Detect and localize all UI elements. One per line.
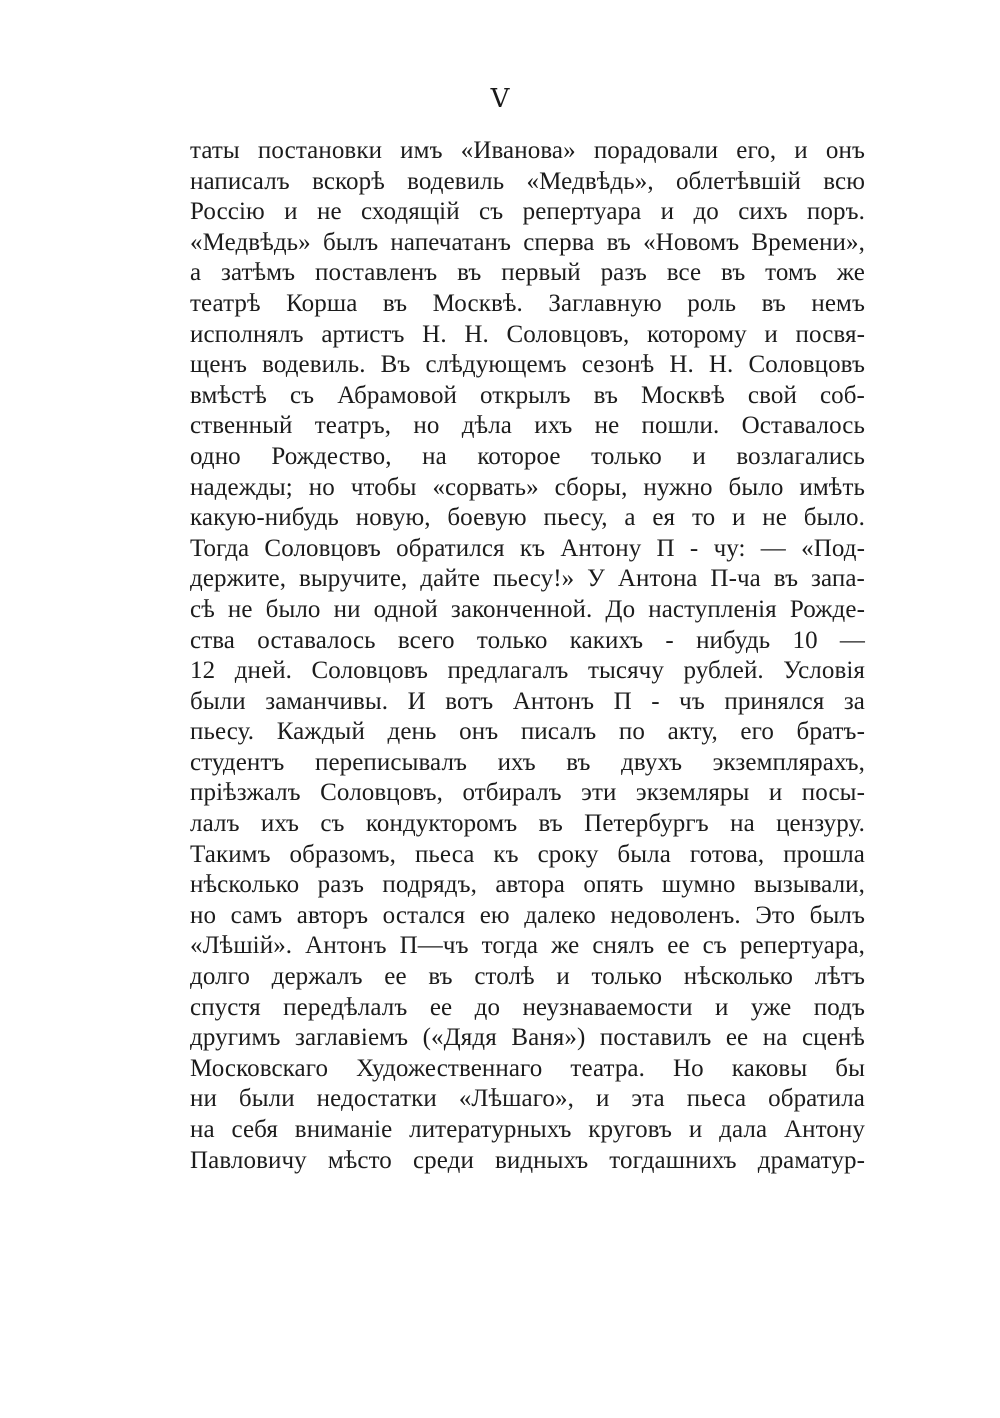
text-line: одно Рождество, на которое только и возлагались [190,442,865,470]
text-line: держите, выручите, дайте пьесу!» У Антона П-ча въ запа- [190,565,865,593]
text-line: на себя вниманіе литературныхъ круговъ и дала Антону [190,1116,865,1143]
text-line: лалъ ихъ съ кондукторомъ въ Петербургъ на цензуру. [190,810,865,838]
text-line: Павловичу мѣсто среди видныхъ тогдашнихъ драматур- [190,1146,865,1174]
text-line: а затѣмъ поставленъ въ первый разъ все въ томъ же [190,259,865,287]
text-line: Такимъ образомъ, пьеса къ сроку была готова, прошла [190,840,865,868]
page-number: V [490,84,510,114]
text-line: таты постановки имъ «Иванова» порадовали его, и онъ [190,137,865,164]
text-line: написалъ вскорѣ водевиль «Медвѣдь», облетѣвшій всю [190,167,865,195]
text-line: спустя передѣлалъ ее до неузнаваемости и уже подъ [190,993,865,1021]
text-line: другимъ заглавіемъ («Дядя Ваня») поставилъ ее на сценѣ [190,1024,865,1052]
text-line: ни были недостатки «Лѣшаго», и эта пьеса обратила [190,1085,865,1113]
text-line: студентъ переписывалъ ихъ въ двухъ экземплярахъ, [190,748,865,776]
text-line: пьесу. Каждый день онъ писалъ по акту, его братъ- [190,718,865,746]
body-text [190,136,865,1176]
text-line: сѣ не было ни одной законченной. До наступленія Рожде- [190,595,865,623]
text-line: ства оставалось всего только какихъ - нибудь 10 — [190,626,865,654]
text-line: долго держалъ ее въ столѣ и только нѣсколько лѣтъ [190,963,865,991]
text-line: исполнялъ артистъ Н. Н. Соловцовъ, которому и посвя- [190,320,865,348]
text-line: были заманчивы. И вотъ Антонъ П - чъ принялся за [190,687,865,715]
text-line: нѣсколько разъ подрядъ, автора опять шумно вызывали, [190,871,865,899]
text-line: но самъ авторъ остался ею далеко недоволенъ. Это былъ [190,901,865,929]
text-line: ственный театръ, но дѣла ихъ не пошли. Оставалось [190,412,865,440]
text-line: «Лѣшій». Антонъ П—чъ тогда же снялъ ее съ репертуара, [190,932,865,960]
text-line: Россію и не сходящій съ репертуара и до сихъ поръ. [190,198,865,226]
text-line: щенъ водевиль. Въ слѣдующемъ сезонѣ Н. Н. Соловцовъ [190,351,865,379]
text-line: надежды; но чтобы «сорвать» сборы, нужно было имѣть [190,473,865,501]
text-line: Московскаго Художественнаго театра. Но каковы бы [190,1054,865,1082]
text-line: вмѣстѣ съ Абрамовой открылъ въ Москвѣ свой соб- [190,381,865,409]
text-line: 12 дней. Соловцовъ предлагалъ тысячу рублей. Условія [190,657,865,685]
text-line: пріѣзжалъ Соловцовъ, отбиралъ эти экземляры и посы- [190,779,865,807]
text-line: «Медвѣдь» былъ напечатанъ сперва въ «Новомъ Времени», [190,228,865,256]
text-line: какую-нибудь новую, боевую пьесу, а ея то и не было. [190,504,865,532]
text-line: Тогда Соловцовъ обратился къ Антону П - чу: — «Под- [190,534,865,562]
text-line: театрѣ Корша въ Москвѣ. Заглавную роль въ немъ [190,289,865,317]
